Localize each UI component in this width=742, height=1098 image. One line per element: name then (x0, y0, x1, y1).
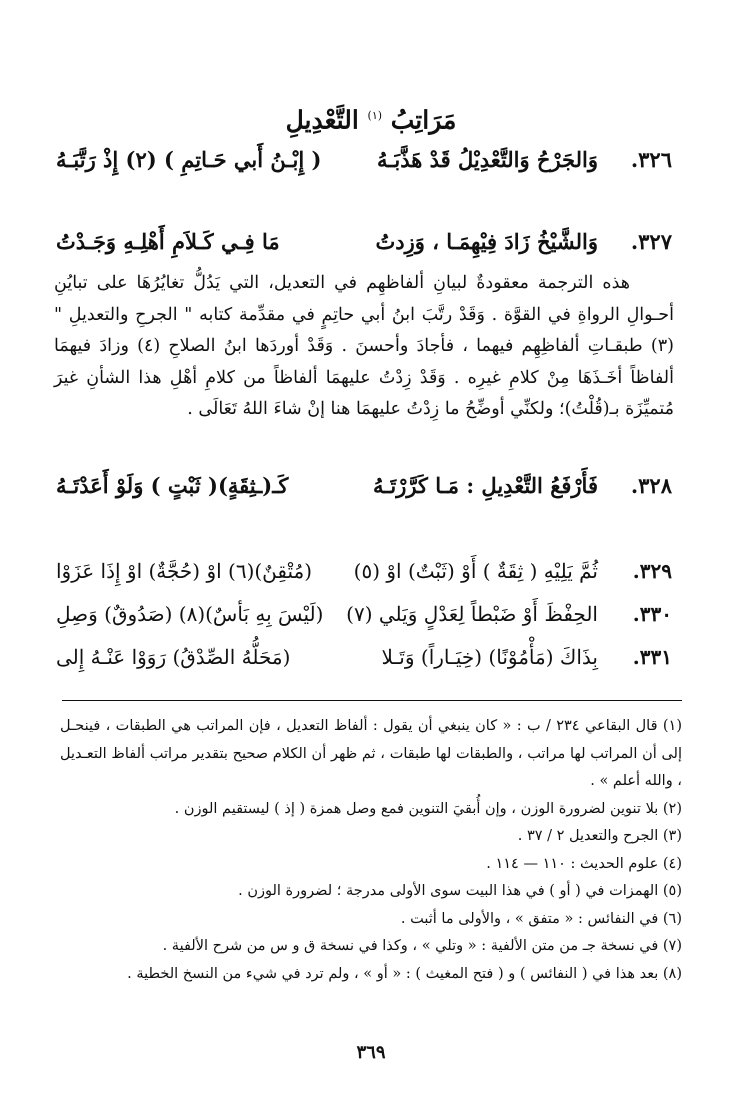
verse-number: ٣٣١. (632, 645, 672, 669)
footnote: (٥) الهمزات في ( أو ) في هذا البيت سوى الأولى مدرجة ؛ لضرورة الوزن . (238, 883, 682, 899)
verse-line (56, 466, 672, 506)
verse-number: ٣٢٦. (630, 147, 672, 172)
verse-first-hemistich: وَالشَّيْخُ زَادَ فِيْهِمَـا ، وَزِدتُ (375, 229, 598, 254)
footnote-divider (62, 700, 682, 701)
verse-first-hemistich: الحِفْظَ أَوْ ضَبْطاً لِعَدْلٍ وَيَلي (٧) (346, 602, 598, 626)
footnote: (٣) الجرح والتعديل ٢ / ٣٧ . (517, 828, 682, 844)
verse-line (56, 594, 672, 634)
footnote: (٤) علوم الحديث : ١١٠ — ١١٤ . (486, 855, 682, 872)
footnote: (٦) في النفائس : « متفق » ، والأولى ما أثبت . (400, 910, 682, 927)
verse-line (56, 551, 672, 591)
commentary-paragraph: هذه الترجمة معقودةٌ لبيانِ ألفاظهِم في التعديل، التي يَدُلُّ تغايُرُهَا على تبايُنِ أحـوالِ الرواةِ في القوَّة . وَقَدْ رتَّبَ ابنُ أبي حاتِمٍ في مقدِّمة كتابه " الجرحِ والتعديلِ " (٣) طبقـاتِ ألفاظِهِم فيهما ، فأجادَ وأحسنَ . وَقَدْ أوردَها ابنُ الصلاحِ (٤) وزادَ فيهمَا ألفاظاً أخَـذَهَا مِنْ كلامِ غيرِه . وَقَدْ زِدْتُ عليهمَا ألفاظاً من كلامِ أهْلِ هذا الشأنِ غيرَ مُتميِّزَة بـ(قُلْتُ)؛ ولكنِّي أوضِّحُ ما زِدْتُ عليهمَا هنا إنْ شاءَ اللهُ تَعَالَى . (54, 273, 674, 419)
verse-second-hemistich: (مَحَلُّهُ الصِّدْقُ) رَوَوْا عَنْـهُ إِلى (56, 645, 291, 669)
heading-title-part2: التَّعْدِيلِ (285, 105, 359, 135)
verse-second-hemistich: مَا فِـي كَـلاَمِ أَهْلِـهِ وَجَـدْتُ (56, 229, 280, 254)
verse-number: ٣٢٨. (630, 473, 672, 498)
verse-first-hemistich: بِذَاكَ (مَأْمُوْنًا) (خِيَـاراً) وَتَـلا (381, 645, 598, 669)
verse-first-hemistich: ثُمَّ يَلِيْهِ ( ثِقَةٌ ) أَوْ (ثَبْتٌ) اوْ (٥) (353, 559, 598, 583)
verse-line (56, 222, 672, 262)
page-number: ٣٦٩ (356, 1042, 386, 1063)
verse-second-hemistich: كَـ(ـثِقَةٍ)( ثَبْتٍ ) وَلَوْ أَعَدْتَـهُ (56, 473, 289, 498)
footnote-marker: (١) (367, 109, 383, 122)
verse-second-hemistich: ( إِبْـنُ أَبي حَـاتِمِ ) (٢) إِذْ رَتَّبَـهُ (56, 147, 322, 172)
verse-second-hemistich: (مُتْقِنٌ)(٦) اوْ (حُجَّةٌ) اوْ إِذَا عَزَوْا (56, 559, 313, 583)
verse-line (56, 637, 672, 677)
section-heading (0, 96, 742, 140)
verse-second-hemistich: (لَيْسَ بِهِ بَأسٌ)(٨) (صَدُوقٌ) وَصِلِ (56, 602, 324, 626)
footnote: (١) قال البقاعي ٢٣٤ / ب : « كان ينبغي أن يقول : ألفاظ التعديل ، فإن المراتب هي الطبقات ، فينحـل إلى أن المراتب لها مراتب ، والطبقات لها طبقات ، ثم ظهر أن الكلام صحيح بتقدير مراتب ألفاظ التعـديل ، والله أعلم » . (60, 718, 682, 789)
verse-number: ٣٣٠. (632, 602, 672, 626)
verse-first-hemistich: وَالجَرْحُ وَالتَّعْدِيْلُ قَدْ هَذَّبَـهُ (376, 147, 598, 172)
footnote: (٨) بعد هذا في ( النفائس ) و ( فتح المغيث ) : « أو » ، ولم ترد في شيء من النسخ الخطية . (127, 965, 682, 982)
footnotes (60, 713, 682, 988)
verse-first-hemistich: فَأَرْفَعُ التَّعْدِيلِ : مَـا كَرَّرْتَـهُ (372, 473, 598, 498)
verse-number: ٣٢٧. (630, 229, 672, 254)
footnote: (٢) بلا تنوين لضرورة الوزن ، وإن أُبقيَ التنوين فمع وصل همزة ( إذ ) ليستقيم الوزن . (174, 800, 682, 817)
verse-line (56, 140, 672, 180)
verse-number: ٣٢٩. (632, 559, 672, 583)
footnote: (٧) في نسخة جـ من متن الألفية : « وتلي » ، وكذا في نسخة ق و س من شرح الألفية . (162, 938, 682, 954)
commentary-text (54, 268, 674, 426)
heading-title-part1: مَرَاتِبُ (390, 105, 457, 135)
